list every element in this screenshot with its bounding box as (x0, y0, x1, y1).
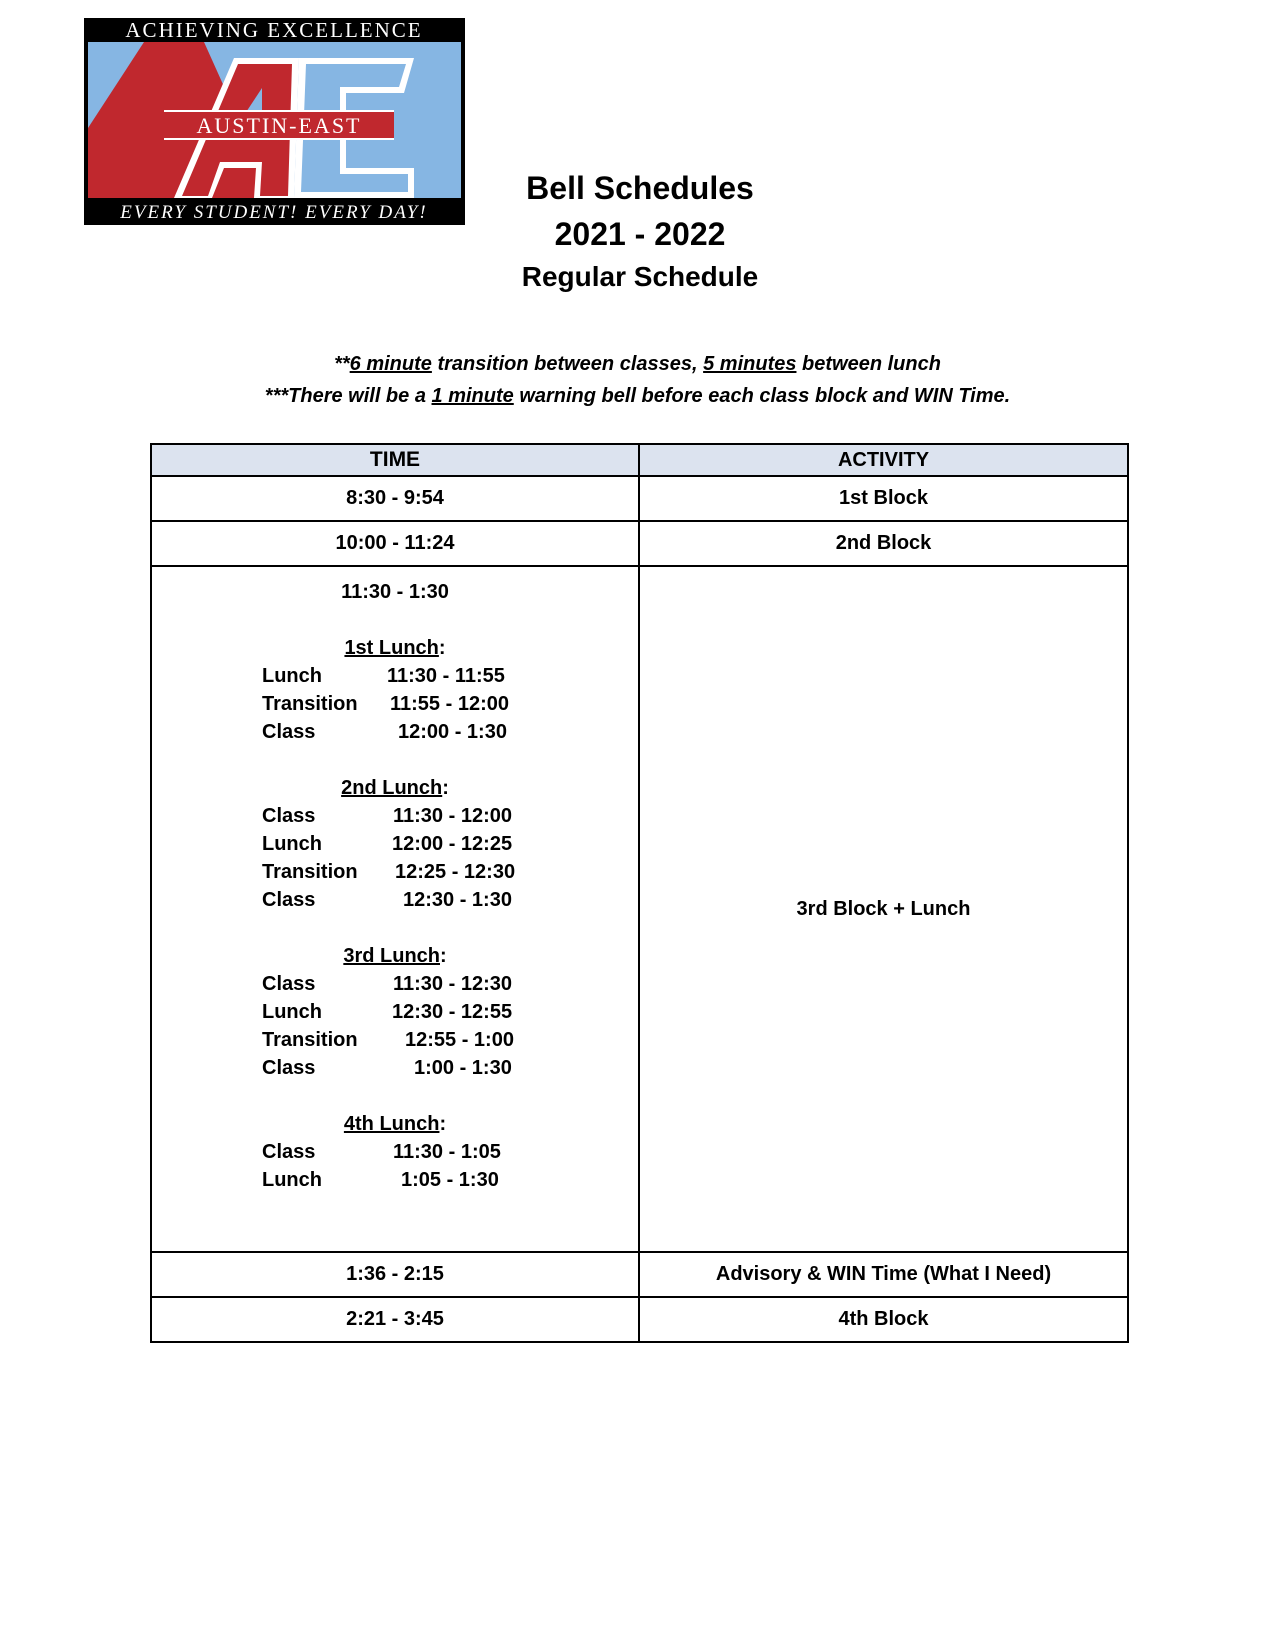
activity-cell: 2nd Block (639, 521, 1128, 566)
lunch-2-time: 12:25 - 12:30 (395, 861, 516, 883)
lunch-1-time: 11:55 - 12:00 (390, 693, 509, 715)
title-line-2: 2021 - 2022 (554, 216, 726, 252)
time-cell: 8:30 - 9:54 (151, 476, 639, 521)
lunch-1-heading: 1st Lunch: (344, 637, 446, 659)
lunch-2-label: Transition (262, 861, 358, 883)
lunch-3-time: 12:30 - 12:55 (392, 1001, 513, 1023)
lunch-4-label: Class (262, 1141, 316, 1163)
lunch-2-label: Class (262, 889, 316, 911)
activity-cell: 1st Block (639, 476, 1128, 521)
logo-top-text: ACHIEVING EXCELLENCE (125, 18, 423, 42)
time-cell: 1:36 - 2:15 (151, 1252, 639, 1297)
lunch-3-label: Class (262, 1057, 316, 1079)
activity-header: ACTIVITY (639, 444, 1128, 476)
activity-cell: 3rd Block + Lunch (639, 566, 1128, 1252)
lunch-2-time: 11:30 - 12:00 (393, 805, 512, 827)
lunch-2-label: Class (262, 805, 316, 827)
logo-graphic (84, 18, 465, 225)
lunch-1-time: 12:00 - 1:30 (398, 721, 507, 743)
lunch-4-time: 11:30 - 1:05 (393, 1141, 501, 1163)
lunch-2-time: 12:30 - 1:30 (403, 889, 512, 911)
lunch-3-time: 1:00 - 1:30 (414, 1057, 512, 1079)
table-row (151, 1297, 1128, 1342)
lunch-1-label: Class (262, 721, 316, 743)
note-transition: **6 minute transition between classes, 5 minutes between lunch (334, 353, 941, 375)
lunch-2-time: 12:00 - 12:25 (392, 833, 513, 855)
title-line-1: Bell Schedules (526, 170, 754, 206)
activity-cell: Advisory & WIN Time (What I Need) (639, 1252, 1128, 1297)
logo-middle-text: AUSTIN-EAST (196, 113, 362, 138)
table-row (151, 476, 1128, 521)
lunch-3-heading: 3rd Lunch: (343, 945, 447, 967)
lunch-3-label: Transition (262, 1029, 358, 1051)
title-line-3: Regular Schedule (521, 261, 759, 292)
activity-cell: 4th Block (639, 1297, 1128, 1342)
school-logo (84, 18, 465, 225)
title-block (440, 165, 840, 297)
lunch-time-cell (151, 566, 639, 1252)
time-cell: 2:21 - 3:45 (151, 1297, 639, 1342)
lunch-1-label: Lunch (262, 665, 322, 687)
note-warning-bell: ***There will be a 1 minute warning bell before each class block and WIN Time. (264, 385, 1011, 407)
lunch-4-heading: 4th Lunch: (343, 1113, 447, 1135)
lunch-3-time: 11:30 - 12:30 (393, 973, 512, 995)
table-row (151, 1252, 1128, 1297)
lunch-2-heading: 2nd Lunch: (341, 777, 449, 799)
table-header-row (151, 444, 1128, 476)
time-cell: 10:00 - 11:24 (151, 521, 639, 566)
block-time: 11:30 - 1:30 (341, 581, 449, 603)
lunch-3-time: 12:55 - 1:00 (405, 1029, 514, 1051)
logo-bottom-text: EVERY STUDENT! EVERY DAY! (120, 202, 428, 223)
table-row (151, 521, 1128, 566)
lunch-1-time: 11:30 - 11:55 (387, 665, 505, 687)
lunch-4-time: 1:05 - 1:30 (401, 1169, 499, 1191)
lunch-4-label: Lunch (262, 1169, 322, 1191)
bell-schedule-table (150, 443, 1129, 1343)
lunch-3-label: Lunch (262, 1001, 322, 1023)
time-header: TIME (151, 444, 639, 476)
table-row-lunch (151, 566, 1128, 1252)
lunch-3-label: Class (262, 973, 316, 995)
lunch-2-label: Lunch (262, 833, 322, 855)
schedule-notes (0, 348, 1275, 412)
lunch-1-label: Transition (262, 693, 358, 715)
